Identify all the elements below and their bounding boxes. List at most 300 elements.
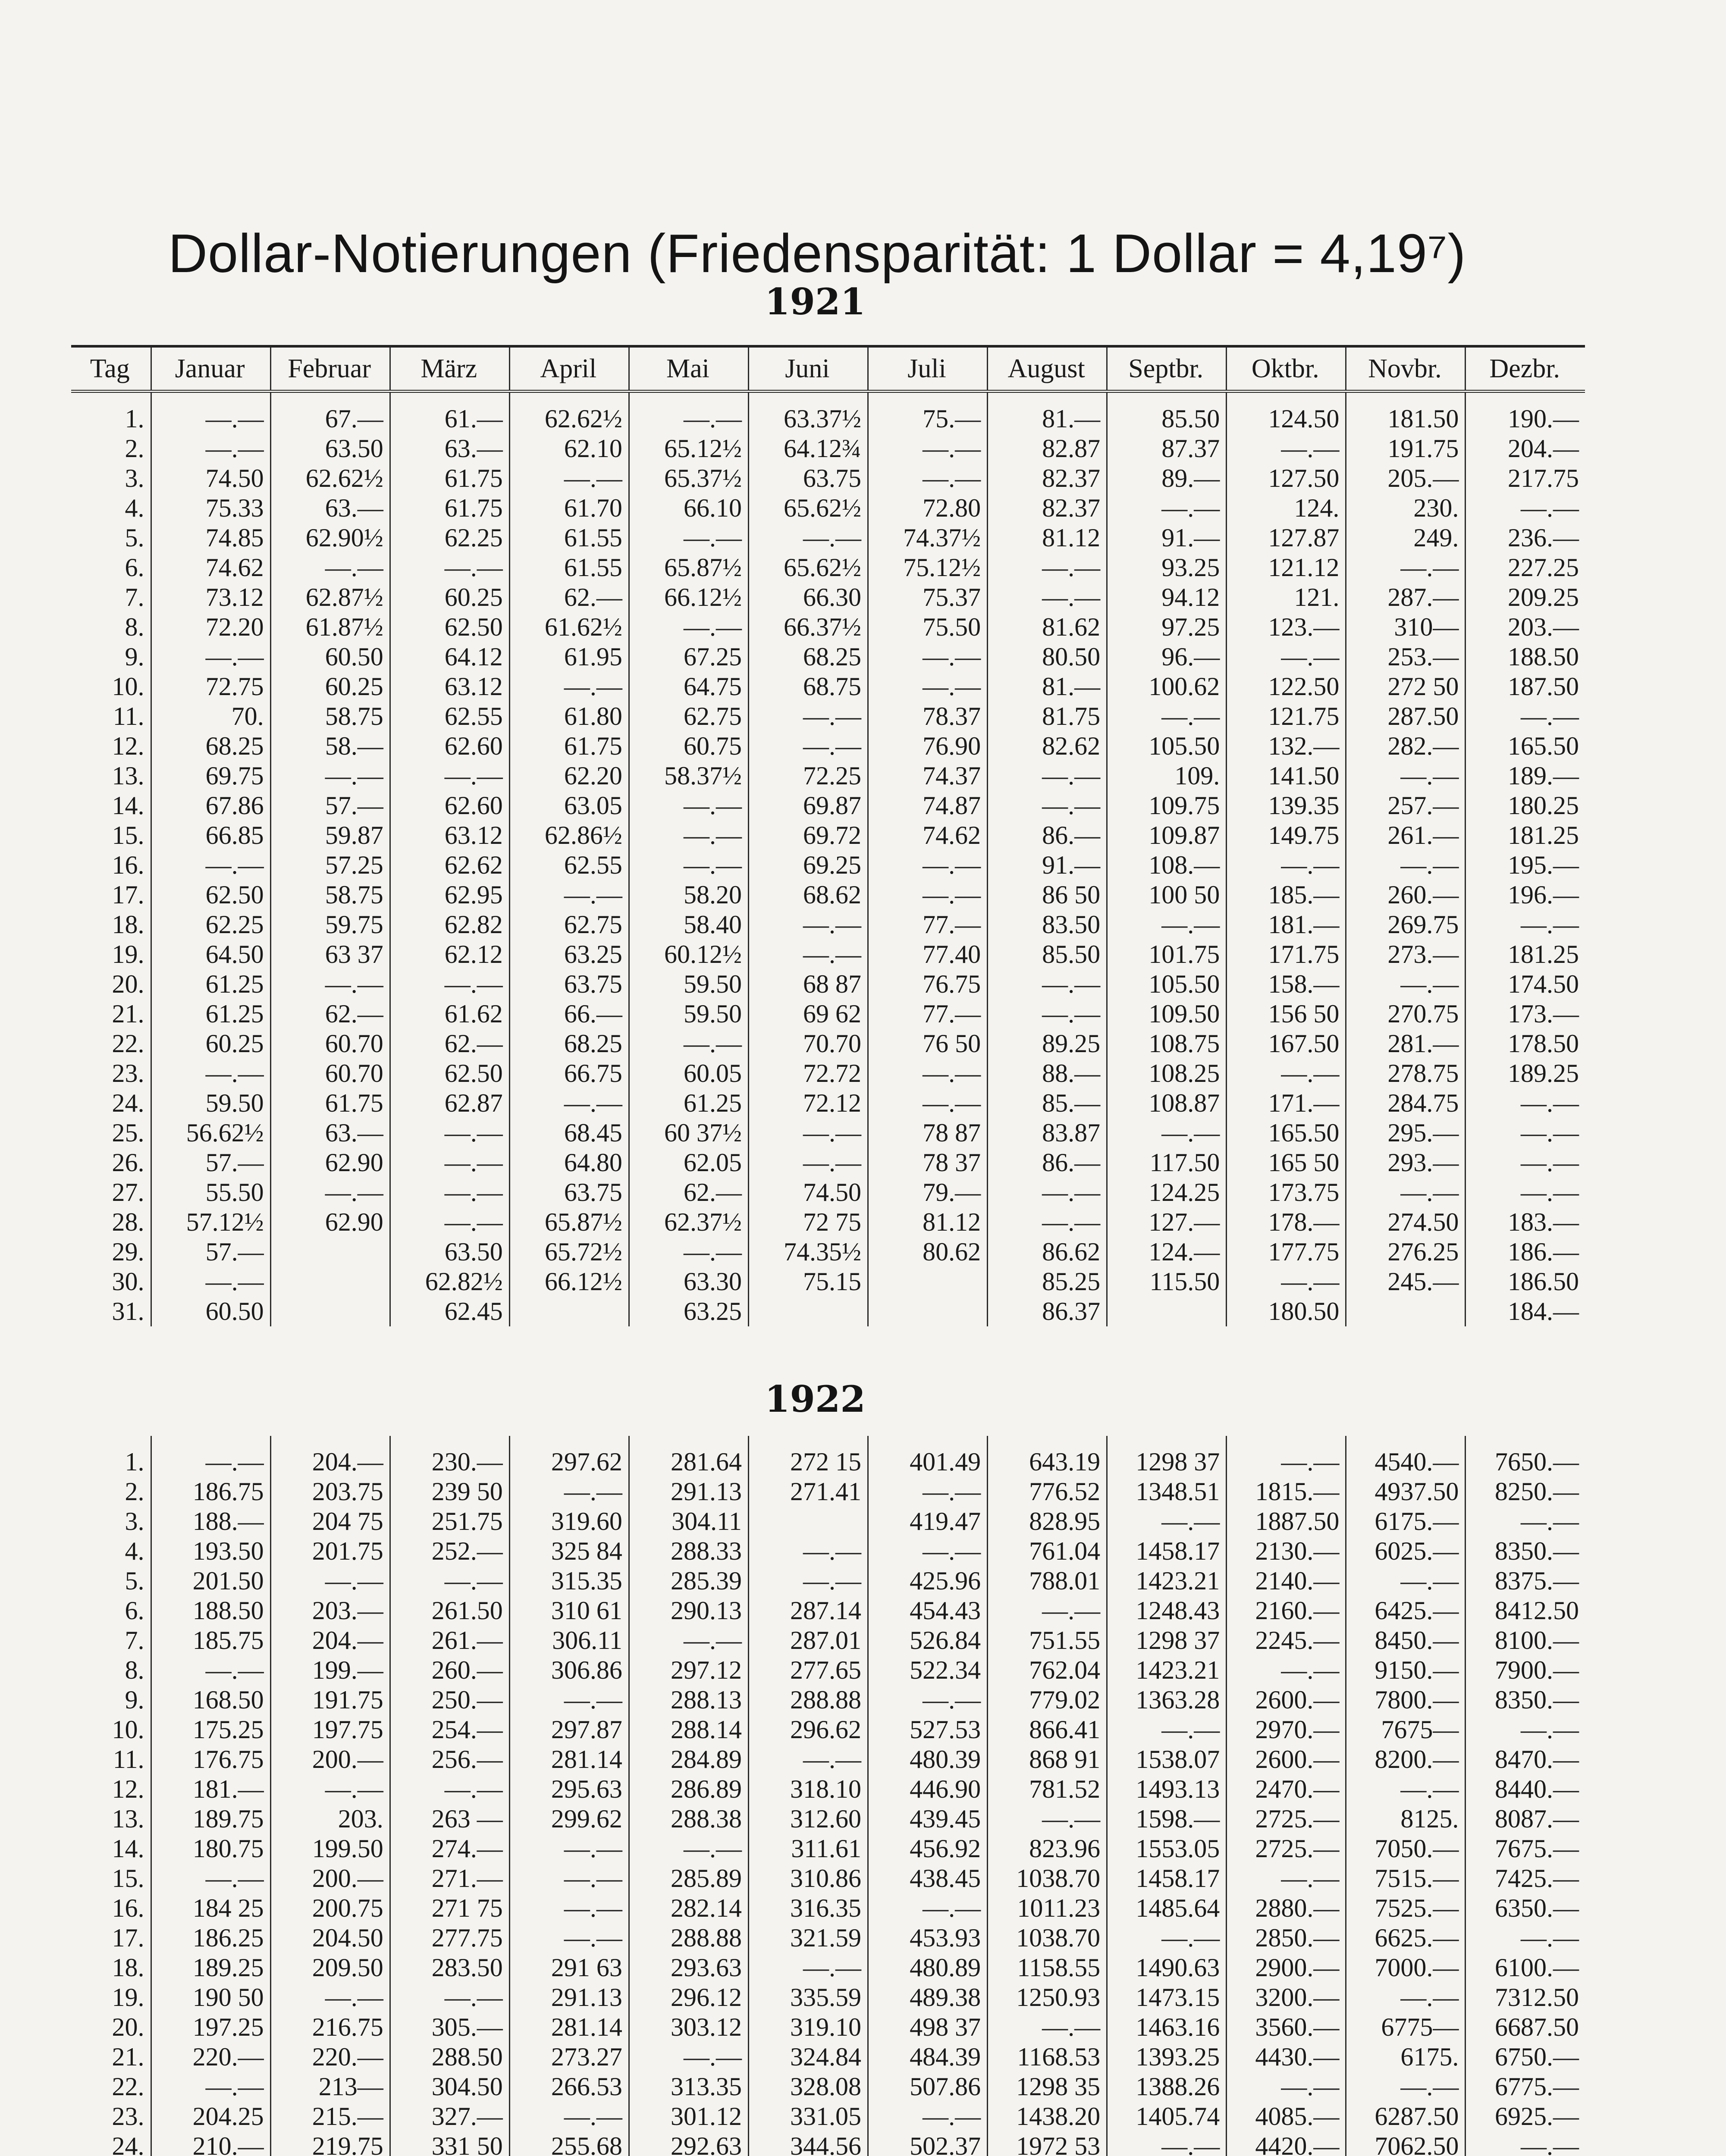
rate-cell: 331 50	[390, 2131, 509, 2156]
rate-cell: —.—	[270, 1178, 390, 1207]
rate-cell: 507.86	[868, 2072, 988, 2102]
rate-cell: —.—	[509, 1088, 629, 1118]
rate-cell: 191.75	[270, 1685, 390, 1715]
rate-cell: 1815.—	[1227, 1477, 1346, 1507]
rate-cell: 63.75	[509, 969, 629, 999]
rate-cell: 283.50	[390, 1953, 509, 1983]
rate-cell: 181.—	[1227, 910, 1346, 940]
table-row	[71, 1774, 1585, 1804]
table-row	[71, 731, 1585, 761]
rate-cell: 8200.—	[1346, 1745, 1466, 1774]
rate-cell: 3200.—	[1227, 1983, 1346, 2012]
rate-cell: 277.75	[390, 1923, 509, 1953]
rate-cell: 66.10	[629, 493, 748, 523]
rate-cell: 204 75	[270, 1507, 390, 1536]
day-cell: 12.	[112, 1775, 144, 1803]
rate-cell: 63.50	[390, 1237, 509, 1267]
rate-cell: —.—	[629, 1626, 748, 1655]
rate-cell: 282.—	[1346, 731, 1466, 761]
rate-cell: 62.90	[270, 1207, 390, 1237]
rate-cell: 8412.50	[1466, 1596, 1585, 1626]
rate-cell: 178.50	[1466, 1029, 1585, 1059]
rate-cell: 66.85	[151, 821, 270, 850]
day-cell: 9.	[125, 642, 144, 671]
rate-cell: 62.25	[390, 523, 509, 553]
rate-cell: 65.62½	[748, 493, 868, 523]
day-cell: 6.	[125, 1596, 144, 1625]
rate-cell: 313.35	[629, 2072, 748, 2102]
rate-cell: 271.—	[390, 1864, 509, 1893]
rate-cell: 58.20	[629, 880, 748, 910]
rate-cell: —.—	[748, 1148, 868, 1178]
rate-cell: —.—	[1346, 761, 1466, 791]
table-row	[71, 940, 1585, 969]
rate-cell: 297.12	[629, 1655, 748, 1685]
rate-cell: 80.50	[988, 642, 1107, 672]
table-row	[71, 1029, 1585, 1059]
table-row	[71, 761, 1585, 791]
rate-cell: 63.25	[509, 940, 629, 969]
rate-cell: 189.—	[1466, 761, 1585, 791]
rate-cell: 101.75	[1107, 940, 1227, 969]
rate-cell: 123.—	[1227, 612, 1346, 642]
rate-cell: 63.50	[270, 434, 390, 464]
rate-cell: 1250.93	[988, 1983, 1107, 2012]
table-row	[71, 821, 1585, 850]
day-cell: 6.	[125, 553, 144, 582]
rate-cell: 132.—	[1227, 731, 1346, 761]
rate-cell: 325 84	[509, 1536, 629, 1566]
rate-cell: 321.59	[748, 1923, 868, 1953]
rate-cell: 86 50	[988, 880, 1107, 910]
rate-cell: 173.75	[1227, 1178, 1346, 1207]
rate-cell: 263 —	[390, 1804, 509, 1834]
rate-cell: 304.11	[629, 1507, 748, 1536]
rate-cell: 65.62½	[748, 553, 868, 583]
rate-cell: 62.45	[390, 1297, 509, 1326]
rate-cell: 62.55	[509, 850, 629, 880]
table-row	[71, 1118, 1585, 1148]
rate-cell: 66.75	[509, 1059, 629, 1088]
rate-cell: 59.87	[270, 821, 390, 850]
rate-cell: 189.75	[151, 1804, 270, 1834]
rate-cell: 196.—	[1466, 880, 1585, 910]
rate-cell: 63.12	[390, 821, 509, 850]
day-cell: 26.	[112, 1148, 144, 1177]
rate-cell: 230.—	[390, 1436, 509, 1477]
rate-cell: 75.12½	[868, 553, 988, 583]
rate-cell: 69.87	[748, 791, 868, 821]
day-cell: 12.	[112, 732, 144, 760]
rate-cell: 62.90	[270, 1148, 390, 1178]
rate-cell: 141.50	[1227, 761, 1346, 791]
rate-cell: 60.25	[270, 672, 390, 702]
rate-cell: —.—	[509, 464, 629, 493]
rate-cell: 305.—	[390, 2012, 509, 2042]
rate-cell: —.—	[748, 1566, 868, 1596]
rate-cell: 62.62½	[270, 464, 390, 493]
rate-cell: —.—	[988, 761, 1107, 791]
rate-cell: 63.37½	[748, 392, 868, 434]
rate-cell: 293.63	[629, 1953, 748, 1983]
day-cell: 3.	[125, 1507, 144, 1536]
rate-cell: 257.—	[1346, 791, 1466, 821]
rate-cell: —.—	[509, 1834, 629, 1864]
rate-cell: —.—	[1466, 1148, 1585, 1178]
day-cell: 4.	[125, 1537, 144, 1565]
rate-cell: —.—	[1466, 1715, 1585, 1745]
rate-cell: 216.75	[270, 2012, 390, 2042]
rate-cell: —.—	[629, 1834, 748, 1864]
day-cell: 21.	[112, 1000, 144, 1028]
rate-cell: 6775.—	[1466, 2072, 1585, 2102]
rate-cell: 270.75	[1346, 999, 1466, 1029]
rate-cell: —.—	[1107, 1507, 1227, 1536]
rate-cell: 62.86½	[509, 821, 629, 850]
rate-cell: 108.—	[1107, 850, 1227, 880]
rate-cell: 210.—	[151, 2131, 270, 2156]
rate-cell: 297.87	[509, 1715, 629, 1745]
rate-cell: 75.50	[868, 612, 988, 642]
rate-cell: 261.—	[390, 1626, 509, 1655]
rate-cell: 310—	[1346, 612, 1466, 642]
rate-cell: 7800.—	[1346, 1685, 1466, 1715]
rate-cell: 253.—	[1346, 642, 1466, 672]
rate-cell: 62.82	[390, 910, 509, 940]
table-row	[71, 1923, 1585, 1953]
rate-cell: 83.50	[988, 910, 1107, 940]
rate-cell: 63.—	[390, 434, 509, 464]
rate-cell: 293.—	[1346, 1148, 1466, 1178]
rate-cell: —.—	[1346, 1178, 1466, 1207]
rate-cell: —.—	[1346, 2072, 1466, 2102]
rate-cell: 297.62	[509, 1436, 629, 1477]
table-row	[71, 464, 1585, 493]
rate-cell: 184 25	[151, 1893, 270, 1923]
rate-cell: 292.63	[629, 2131, 748, 2156]
rate-cell: 61.62	[390, 999, 509, 1029]
rate-cell: 186.50	[1466, 1267, 1585, 1297]
rate-cell: 186.25	[151, 1923, 270, 1953]
rate-cell	[748, 1297, 868, 1326]
rate-cell: 252.—	[390, 1536, 509, 1566]
day-cell: 24.	[112, 2132, 144, 2156]
rate-cell: —.—	[509, 1685, 629, 1715]
table-row	[71, 910, 1585, 940]
rate-cell: 526.84	[868, 1626, 988, 1655]
rate-cell: 62.10	[509, 434, 629, 464]
rate-cell: 1168.53	[988, 2042, 1107, 2072]
rate-cell: 191.75	[1346, 434, 1466, 464]
rate-cell: 96.—	[1107, 642, 1227, 672]
rate-cell: 324.84	[748, 2042, 868, 2072]
rate-cell: 77.—	[868, 910, 988, 940]
day-cell: 7.	[125, 583, 144, 611]
rate-cell: 287.14	[748, 1596, 868, 1626]
rate-cell: 62.62	[390, 850, 509, 880]
day-cell: 16.	[112, 1894, 144, 1922]
rate-cell: 828.95	[988, 1507, 1107, 1536]
rate-cell: —.—	[748, 1536, 868, 1566]
rate-cell: —.—	[988, 999, 1107, 1029]
rate-cell: 60.25	[151, 1029, 270, 1059]
rate-cell: 115.50	[1107, 1267, 1227, 1297]
rate-cell: 62.—	[270, 999, 390, 1029]
rate-cell: 61.75	[509, 731, 629, 761]
rate-cell: 174.50	[1466, 969, 1585, 999]
rate-cell: 62.87½	[270, 583, 390, 612]
rate-cell: 502.37	[868, 2131, 988, 2156]
rate-cell: —.—	[988, 553, 1107, 583]
year-heading-1922: 1922	[765, 1378, 866, 1420]
rate-cell: 176.75	[151, 1745, 270, 1774]
rate-cell: 425.96	[868, 1566, 988, 1596]
table-row	[71, 1566, 1585, 1596]
rate-cell: 82.37	[988, 493, 1107, 523]
table-row	[71, 523, 1585, 553]
rate-cell: 6025.—	[1346, 1536, 1466, 1566]
rate-cell: 64.50	[151, 940, 270, 969]
rate-cell: 63.—	[270, 1118, 390, 1148]
rate-cell: 171.—	[1227, 1088, 1346, 1118]
rate-cell: 401.49	[868, 1436, 988, 1477]
rate-cell: —.—	[629, 612, 748, 642]
rate-cell: —.—	[988, 1596, 1107, 1626]
rate-cell: 127.50	[1227, 464, 1346, 493]
day-cell: 2.	[125, 1477, 144, 1506]
rate-cell: —.—	[509, 880, 629, 910]
rate-cell: 9150.—	[1346, 1655, 1466, 1685]
rate-cell: 1438.20	[988, 2102, 1107, 2131]
rate-cell	[1107, 1297, 1227, 1326]
rate-cell: 67.25	[629, 642, 748, 672]
rate-cell: —.—	[270, 553, 390, 583]
rate-cell: 484.39	[868, 2042, 988, 2072]
rate-cell	[868, 1267, 988, 1297]
rate-cell: —.—	[390, 1774, 509, 1804]
rate-cell: 72.80	[868, 493, 988, 523]
rate-cell: —.—	[1227, 1864, 1346, 1893]
day-cell: 30.	[112, 1267, 144, 1296]
rate-cell: 274.50	[1346, 1207, 1466, 1237]
rate-cell: 58.40	[629, 910, 748, 940]
rate-cell: 189.25	[1466, 1059, 1585, 1088]
rate-cell: 62.87	[390, 1088, 509, 1118]
year-heading-1921: 1921	[765, 280, 866, 323]
rate-cell: 68.62	[748, 880, 868, 910]
table-row	[71, 1237, 1585, 1267]
rate-cell: 276.25	[1346, 1237, 1466, 1267]
table-row	[71, 1983, 1585, 2012]
table-row	[71, 1953, 1585, 1983]
rate-cell: 261.50	[390, 1596, 509, 1626]
rate-cell: 779.02	[988, 1685, 1107, 1715]
rate-cell: —.—	[390, 1566, 509, 1596]
rate-cell: 184.—	[1466, 1297, 1585, 1326]
table-row	[71, 1477, 1585, 1507]
rate-cell: —.—	[1466, 1507, 1585, 1536]
rate-cell: 158.—	[1227, 969, 1346, 999]
table-row	[71, 583, 1585, 612]
rate-cell: 69.25	[748, 850, 868, 880]
rate-cell: 7675—	[1346, 1715, 1466, 1745]
rate-cell: 480.89	[868, 1953, 988, 1983]
rate-cell: —.—	[868, 1536, 988, 1566]
rate-cell: 165 50	[1227, 1148, 1346, 1178]
rate-cell: —.—	[1227, 1059, 1346, 1088]
rate-cell: 7650.—	[1466, 1436, 1585, 1477]
rate-cell	[270, 1237, 390, 1267]
rate-cell: 200.—	[270, 1864, 390, 1893]
rate-cell: 8125.	[1346, 1804, 1466, 1834]
rate-cell: 203.75	[270, 1477, 390, 1507]
rate-cell: —.—	[629, 850, 748, 880]
rate-cell: 1887.50	[1227, 1507, 1346, 1536]
rate-cell: 303.12	[629, 2012, 748, 2042]
day-cell: 23.	[112, 2102, 144, 2131]
rate-cell: 439.45	[868, 1804, 988, 1834]
day-cell: 22.	[112, 1029, 144, 1058]
rate-cell: —.—	[1107, 493, 1227, 523]
table-row	[71, 1059, 1585, 1088]
rate-cell: 66.37½	[748, 612, 868, 642]
table-row	[71, 1864, 1585, 1893]
rate-cell: 219.75	[270, 2131, 390, 2156]
rate-cell: 8087.—	[1466, 1804, 1585, 1834]
rate-cell: 1485.64	[1107, 1893, 1227, 1923]
table-row	[71, 791, 1585, 821]
rate-cell: 1405.74	[1107, 2102, 1227, 2131]
rate-cell: 62.12	[390, 940, 509, 969]
rate-cell: 255.68	[509, 2131, 629, 2156]
rate-cell: 109.87	[1107, 821, 1227, 850]
rate-cell: 199.—	[270, 1655, 390, 1685]
rate-cell: 124.50	[1227, 392, 1346, 434]
rate-cell: 62.75	[629, 702, 748, 731]
day-cell: 4.	[125, 494, 144, 522]
rate-cell: 61.87½	[270, 612, 390, 642]
rate-cell: 127.—	[1107, 1207, 1227, 1237]
rate-cell: 281.64	[629, 1436, 748, 1477]
rate-cell: 168.50	[151, 1685, 270, 1715]
rate-cell: 63.05	[509, 791, 629, 821]
day-cell: 18.	[112, 910, 144, 939]
column-header-month: August	[988, 346, 1107, 392]
rate-cell: 68.25	[151, 731, 270, 761]
table-row	[71, 1507, 1585, 1536]
day-cell: 23.	[112, 1059, 144, 1087]
rate-cell: 291 63	[509, 1953, 629, 1983]
table-row	[71, 2131, 1585, 2156]
rate-cell: 58.37½	[629, 761, 748, 791]
rate-cell: 74.37½	[868, 523, 988, 553]
rate-cell: 185.75	[151, 1626, 270, 1655]
table-row	[71, 2072, 1585, 2102]
rate-cell: 489.38	[868, 1983, 988, 2012]
rate-cell: 175.25	[151, 1715, 270, 1745]
rate-cell: 69 62	[748, 999, 868, 1029]
rate-cell: 81.—	[988, 392, 1107, 434]
rate-cell: 61.25	[629, 1088, 748, 1118]
rate-cell: 1038.70	[988, 1864, 1107, 1893]
rate-cell: —.—	[390, 1983, 509, 2012]
column-header-month: Februar	[270, 346, 390, 392]
rate-cell: 193.50	[151, 1536, 270, 1566]
rate-cell: 306.86	[509, 1655, 629, 1685]
rate-cell: 62.95	[390, 880, 509, 910]
rate-cell: 181.25	[1466, 821, 1585, 850]
rate-cell: 60 37½	[629, 1118, 748, 1148]
day-cell: 29.	[112, 1238, 144, 1266]
rate-cell: 59.50	[629, 969, 748, 999]
day-cell: 8.	[125, 1656, 144, 1684]
rate-cell: 57.12½	[151, 1207, 270, 1237]
rate-cell: 220.—	[151, 2042, 270, 2072]
rate-cell: 6175.	[1346, 2042, 1466, 2072]
day-cell: 19.	[112, 940, 144, 968]
rate-cell: 62.55	[390, 702, 509, 731]
day-cell: 28.	[112, 1208, 144, 1236]
day-cell: 7.	[125, 1626, 144, 1655]
rate-cell: 6750.—	[1466, 2042, 1585, 2072]
rate-cell: —.—	[868, 850, 988, 880]
day-cell: 17.	[112, 881, 144, 909]
rate-cell: 8250.—	[1466, 1477, 1585, 1507]
rate-cell: 8470.—	[1466, 1745, 1585, 1774]
rate-cell: 61.—	[390, 392, 509, 434]
page-title: Dollar-Notierungen (Friedensparität: 1 Dollar = 4,19⁷)	[168, 223, 1466, 284]
rate-cell: —.—	[1466, 1088, 1585, 1118]
rate-cell: 62.—	[509, 583, 629, 612]
rate-cell: 62.60	[390, 731, 509, 761]
rate-cell: 203.—	[1466, 612, 1585, 642]
rate-cell: 823.96	[988, 1834, 1107, 1864]
rate-cell: 288.13	[629, 1685, 748, 1715]
rate-cell: 788.01	[988, 1566, 1107, 1596]
rate-cell: —.—	[270, 1983, 390, 2012]
rate-cell: 68.25	[509, 1029, 629, 1059]
rate-cell: 290.13	[629, 1596, 748, 1626]
rate-cell: 287.50	[1346, 702, 1466, 731]
rate-cell: 85.25	[988, 1267, 1107, 1297]
rate-cell: 188.—	[151, 1507, 270, 1536]
rate-cell: 60.50	[270, 642, 390, 672]
rate-cell: 156 50	[1227, 999, 1346, 1029]
day-cell: 25.	[112, 1119, 144, 1147]
rate-cell: 108.87	[1107, 1088, 1227, 1118]
rate-cell: —.—	[868, 672, 988, 702]
rate-cell: 335.59	[748, 1983, 868, 2012]
rate-cell: 2970.—	[1227, 1715, 1346, 1745]
rate-cell: 1348.51	[1107, 1477, 1227, 1507]
rate-cell: 55.50	[151, 1178, 270, 1207]
rate-cell: 287.—	[1346, 583, 1466, 612]
rate-cell: 62.20	[509, 761, 629, 791]
rate-cell: 239 50	[390, 1477, 509, 1507]
day-cell: 13.	[112, 761, 144, 790]
rate-cell: 108.75	[1107, 1029, 1227, 1059]
day-cell: 8.	[125, 613, 144, 641]
table-row	[71, 1804, 1585, 1834]
rate-cell: 68.75	[748, 672, 868, 702]
rate-cell: 213—	[270, 2072, 390, 2102]
rate-cell: 1423.21	[1107, 1655, 1227, 1685]
rate-cell: 82.37	[988, 464, 1107, 493]
rate-cell: 173.—	[1466, 999, 1585, 1029]
rate-cell: 121.12	[1227, 553, 1346, 583]
rate-cell: 291.13	[509, 1983, 629, 2012]
day-cell: 2.	[125, 434, 144, 463]
